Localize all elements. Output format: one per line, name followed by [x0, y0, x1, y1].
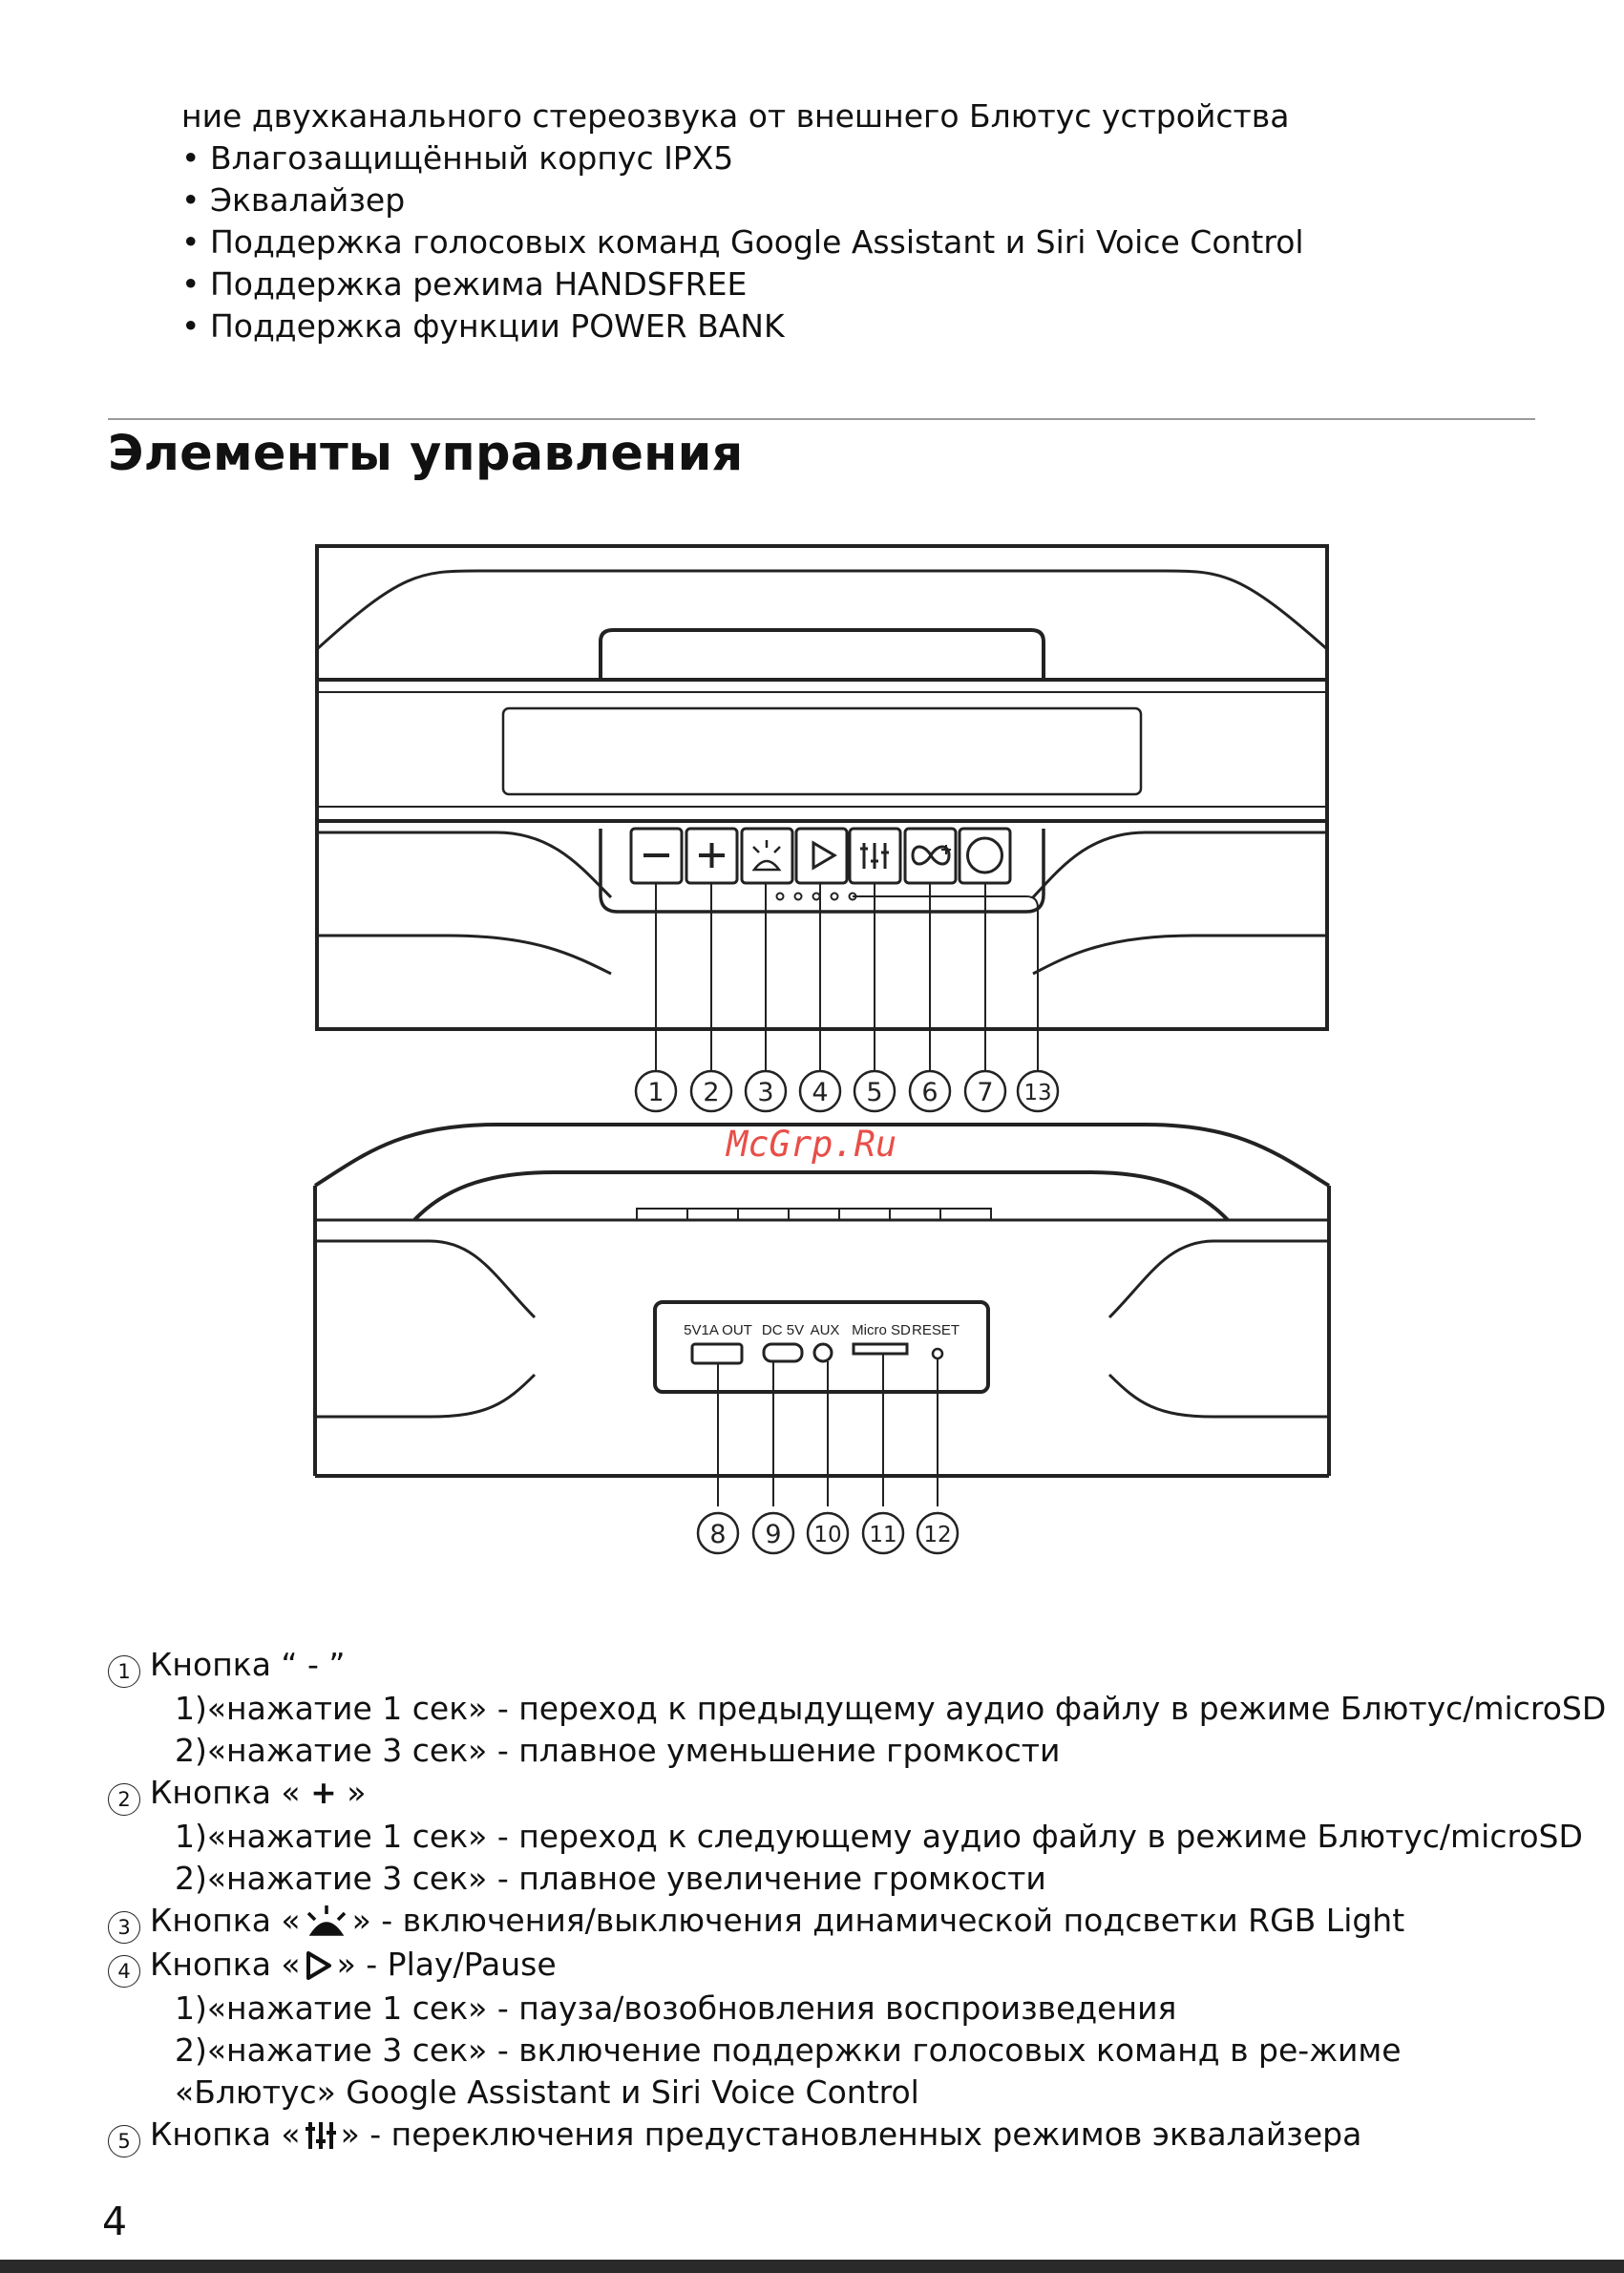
control-item-1	[108, 1644, 1540, 1688]
feature-line: • Поддержка режима HANDSFREE	[181, 265, 748, 303]
item-prefix: Кнопка «	[150, 1946, 301, 1983]
item-detail: 2)«нажатие 3 сек» - плавное увеличение громкости	[175, 1860, 1046, 1897]
item-suffix: » - Play/Pause	[336, 1946, 557, 1983]
item-suffix: » - переключения предустановленных режимов эквалайзера	[340, 2115, 1362, 2153]
port-label-usb-out: 5V1A OUT	[684, 1322, 752, 1338]
item-detail: 1)«нажатие 1 сек» - переход к предыдущему аудио файлу в режиме Блютус/microSD	[175, 1690, 1607, 1727]
callout-label: 10	[813, 1523, 842, 1547]
plus-symbol: +	[310, 1774, 337, 1811]
port-label-dc-in: DC 5V	[761, 1322, 805, 1338]
control-item-4	[108, 1944, 1540, 1988]
section-heading: Элементы управления	[108, 426, 744, 482]
item-prefix: Кнопка «	[150, 1902, 301, 1939]
callout-label: 11	[869, 1523, 897, 1547]
callout-label: 5	[866, 1078, 883, 1107]
callout-label: 12	[923, 1523, 952, 1547]
control-item-3	[108, 1900, 1540, 1944]
callout-label: 7	[977, 1078, 994, 1107]
feature-line: • Эквалайзер	[181, 181, 406, 219]
item-detail: 2)«нажатие 3 сек» - включение поддержки голосовых команд в ре-жиме «Блютус» Google Assistant и Siri Voice Control	[175, 2031, 1402, 2111]
callout-label: 3	[757, 1078, 774, 1107]
item-title: Кнопка “ - ”	[150, 1646, 346, 1683]
item-detail: 2)«нажатие 3 сек» - плавное уменьшение громкости	[175, 1732, 1061, 1769]
callout-label: 2	[703, 1078, 720, 1107]
item-number: 1	[108, 1655, 140, 1688]
item-suffix: » - включения/выключения динамической подсветки RGB Light	[351, 1902, 1405, 1939]
callout-label: 6	[921, 1078, 939, 1107]
play-icon	[305, 1950, 333, 1981]
port-label-reset: RESET	[911, 1322, 960, 1338]
item-number: 4	[108, 1955, 140, 1988]
watermark: McGrp.Ru	[727, 1124, 897, 1165]
page-number: 4	[102, 2199, 128, 2244]
feature-line: • Поддержка функции POWER BANK	[181, 307, 785, 345]
speaker-back-view	[315, 1125, 1329, 1506]
item-prefix: Кнопка «	[150, 2115, 301, 2153]
controls-description	[108, 1644, 1607, 2157]
item-number: 5	[108, 2125, 140, 2157]
port-label-microsd: Micro SD	[852, 1322, 911, 1338]
item-title-suffix: »	[336, 1774, 367, 1811]
rgb-light-icon	[305, 1905, 348, 1937]
control-item-2	[108, 1772, 1540, 1816]
port-label-aux: AUX	[810, 1322, 840, 1338]
page-bottom-bar	[0, 2260, 1624, 2273]
control-item-5	[108, 2114, 1540, 2157]
item-title-prefix: Кнопка «	[150, 1774, 311, 1811]
item-number: 3	[108, 1911, 140, 1944]
feature-line: • Влагозащищённый корпус IPX5	[181, 139, 734, 177]
feature-line: • Поддержка голосовых команд Google Assistant и Siri Voice Control	[181, 223, 1304, 261]
equalizer-icon	[305, 2120, 337, 2151]
item-detail: 1)«нажатие 1 сек» - пауза/возобновления воспроизведения	[175, 1989, 1177, 2027]
feature-line: ние двухканального стереозвука от внешнего Блютус устройства	[181, 97, 1290, 135]
speaker-front-view	[317, 546, 1327, 1075]
item-detail: 1)«нажатие 1 сек» - переход к следующему аудио файлу в режиме Блютус/microSD	[175, 1818, 1583, 1855]
callout-label: 9	[765, 1520, 782, 1549]
callout-label: 13	[1023, 1081, 1052, 1105]
item-number: 2	[108, 1783, 140, 1816]
callout-label: 1	[647, 1078, 664, 1107]
callout-label: 8	[709, 1520, 727, 1549]
callout-label: 4	[812, 1078, 829, 1107]
